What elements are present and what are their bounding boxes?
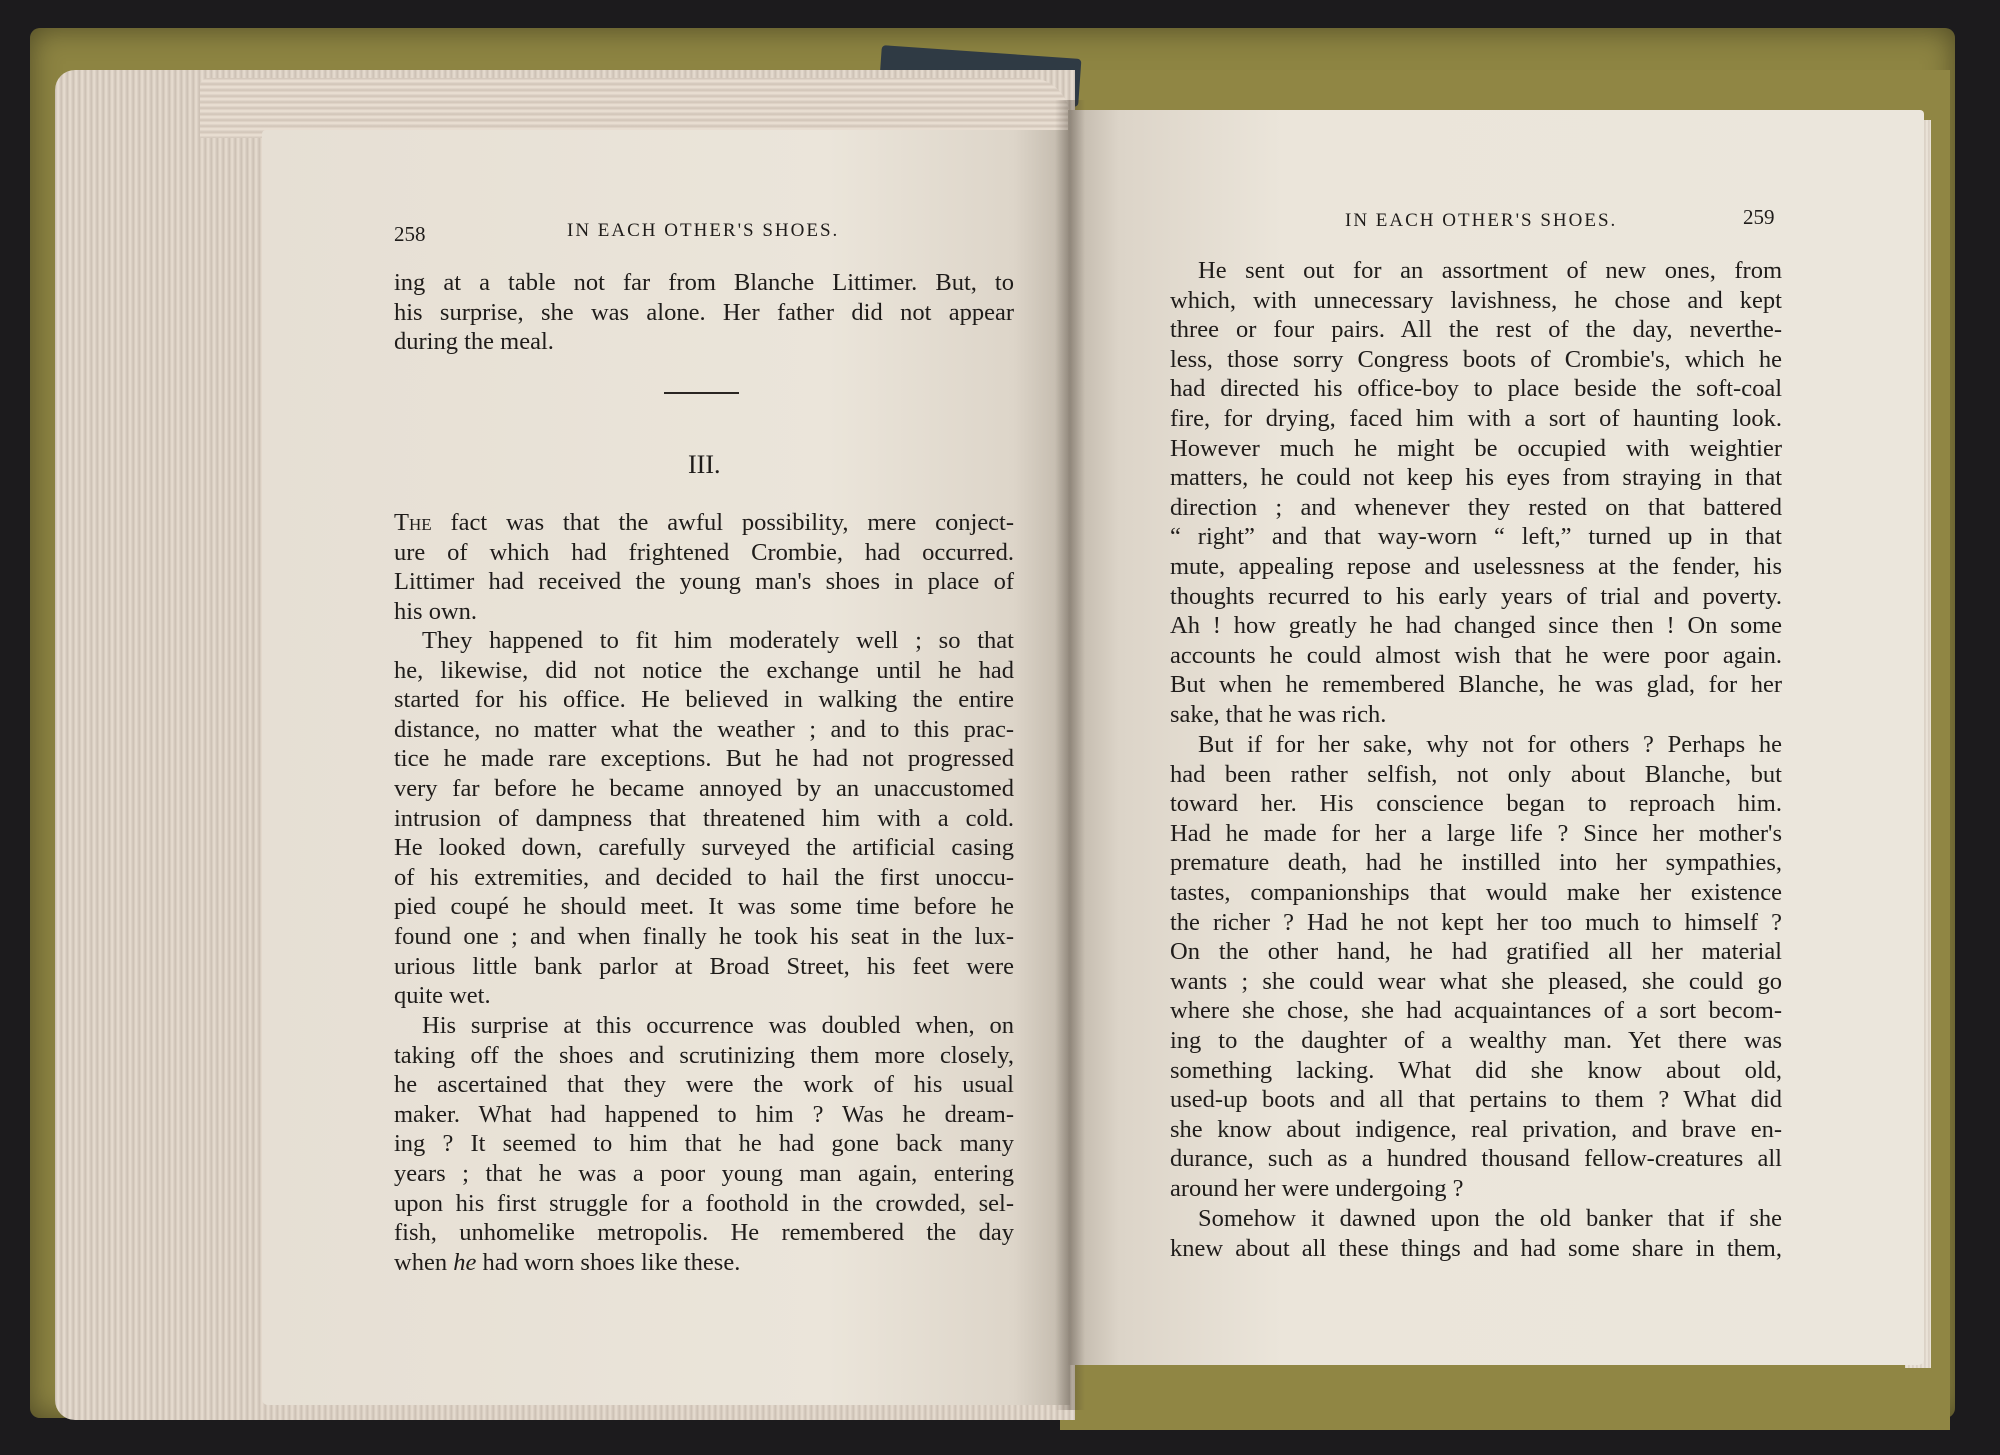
text-line: fish, unhomelike metropolis. He remembered the day [394, 1219, 1014, 1247]
text-span: fact was that the awful possibility, mere conject- [431, 509, 1014, 536]
text-line: But if for her sake, why not for others ? Perhaps he [1198, 731, 1782, 758]
text-line [394, 1248, 1014, 1278]
text-line: which, with unnecessary lavishness, he chose and kept [1170, 286, 1782, 314]
text-line: distance, no matter what the weather ; and to this prac- [394, 715, 1014, 743]
text-line: toward her. His conscience began to reproach him. [1170, 790, 1782, 818]
text-line: where she chose, she had acquaintances of a sort becom- [1170, 997, 1782, 1025]
text-line [394, 508, 1014, 538]
text-line: had been rather selfish, not only about Blanche, but [1170, 760, 1782, 788]
paragraph-3 [394, 1011, 1014, 1277]
small-caps-opening-word: The [394, 509, 432, 536]
paragraph-2 [394, 626, 1014, 1011]
text-line: very far before he became annoyed by an unaccustomed [394, 774, 1014, 802]
text-line: wants ; she could wear what she pleased, she could go [1170, 967, 1782, 995]
text-line: ing to the daughter of a wealthy man. Yet there was [1170, 1026, 1782, 1054]
text-line: On the other hand, he had gratified all her material [1170, 938, 1782, 966]
text-line: direction ; and whenever they rested on that battered [1170, 493, 1782, 521]
text-line: tastes, companionships that would make her existence [1170, 878, 1782, 906]
text-line: But when he remembered Blanche, he was glad, for her [1170, 671, 1782, 699]
text-line: quite wet. [394, 982, 491, 1010]
text-span: when [394, 1248, 454, 1276]
paragraph-1 [1170, 256, 1782, 730]
text-line: Somehow it dawned upon the old banker that if she [1198, 1205, 1782, 1232]
text-line: matters, he could not keep his eyes from straying in that [1170, 464, 1782, 492]
text-line: pied coupé he should meet. It was some time before he [394, 893, 1014, 921]
text-line: Had he made for her a large life ? Since her mother's [1170, 819, 1782, 847]
text-line: the richer ? Had he not kept her too much to himself ? [1170, 908, 1782, 936]
text-line: years ; that he was a poor young man again, entering [394, 1159, 1014, 1187]
page-number-left: 258 [394, 222, 426, 246]
text-line: He sent out for an assortment of new ones, from [1198, 257, 1782, 284]
left-page [262, 130, 1070, 1405]
text-line: maker. What had happened to him ? Was he dream- [394, 1100, 1014, 1128]
section-divider-rule [664, 392, 739, 394]
right-page [1068, 110, 1924, 1365]
text-line: started for his office. He believed in walking the entire [394, 686, 1014, 714]
text-line: premature death, had he instilled into her sympathies, [1170, 849, 1782, 877]
text-line: His surprise at this occurrence was doubled when, on [422, 1012, 1014, 1039]
book-gutter-shadow [1055, 100, 1085, 1410]
running-head-right: IN EACH OTHER'S SHOES. [1345, 210, 1618, 231]
text-line: ing ? It seemed to him that he had gone back many [394, 1130, 1014, 1158]
page-block-top-edge [200, 78, 1070, 138]
text-line: during the meal. [394, 328, 554, 356]
opening-paragraph [394, 268, 1014, 357]
text-span: had worn shoes like these. [476, 1248, 741, 1276]
text-line: intrusion of dampness that threatened him with a cold. [394, 804, 1014, 832]
section-number: III. [688, 450, 721, 479]
text-line: ure of which had frightened Crombie, had occurred. [394, 538, 1014, 566]
text-line: tice he made rare exceptions. But he had not progressed [394, 745, 1014, 773]
paragraph-1 [394, 508, 1014, 626]
text-line: she know about indigence, real privation, and brave en- [1170, 1115, 1782, 1143]
text-line: ing at a table not far from Blanche Littimer. But, to [394, 269, 1014, 296]
text-line: found one ; and when finally he took his seat in the lux- [394, 922, 1014, 950]
text-line: accounts he could almost wish that he were poor again. [1170, 641, 1782, 669]
text-line: knew about all these things and had some share in them, [1170, 1234, 1782, 1262]
text-line: thoughts recurred to his early years of trial and poverty. [1170, 582, 1782, 610]
page-number-right: 259 [1743, 205, 1775, 229]
text-line: he ascertained that they were the work of his usual [394, 1071, 1014, 1099]
text-line: used-up boots and all that pertains to them ? What did [1170, 1086, 1782, 1114]
text-line: Ah ! how greatly he had changed since then ! On some [1170, 612, 1782, 640]
text-line: taking off the shoes and scrutinizing them more closely, [394, 1041, 1014, 1069]
running-head-left: IN EACH OTHER'S SHOES. [567, 220, 840, 241]
text-line: They happened to fit him moderately well ; so that [422, 627, 1014, 654]
text-line: However much he might be occupied with weightier [1170, 434, 1782, 462]
text-line: he, likewise, did not notice the exchange until he had [394, 656, 1014, 684]
text-line: of his extremities, and decided to hail the first unoccu- [394, 863, 1014, 891]
text-line: Littimer had received the young man's shoes in place of [394, 568, 1014, 596]
text-line: urious little bank parlor at Broad Street, his feet were [394, 952, 1014, 980]
text-line: fire, for drying, faced him with a sort of haunting look. [1170, 404, 1782, 432]
paragraph-3 [1170, 1204, 1782, 1263]
text-line: three or four pairs. All the rest of the day, neverthe- [1170, 316, 1782, 344]
text-line: mute, appealing repose and uselessness at the fender, his [1170, 552, 1782, 580]
text-line: “ right” and that way-worn “ left,” turned up in that [1170, 523, 1782, 551]
text-line: durance, such as a hundred thousand fellow-creatures all [1170, 1145, 1782, 1173]
text-line: his own. [394, 597, 478, 625]
text-line: something lacking. What did she know about old, [1170, 1056, 1782, 1084]
italic-word: he [453, 1248, 477, 1276]
text-line: sake, that he was rich. [1170, 700, 1387, 728]
text-line: his surprise, she was alone. Her father did not appear [394, 298, 1014, 326]
text-line: around her were undergoing ? [1170, 1174, 1464, 1202]
text-line: had directed his office-boy to place beside the soft-coal [1170, 375, 1782, 403]
text-line: less, those sorry Congress boots of Crombie's, which he [1170, 345, 1782, 373]
text-line: He looked down, carefully surveyed the artificial casing [394, 834, 1014, 862]
paragraph-2 [1170, 730, 1782, 1204]
text-line: upon his first struggle for a foothold in the crowded, sel- [394, 1189, 1014, 1217]
